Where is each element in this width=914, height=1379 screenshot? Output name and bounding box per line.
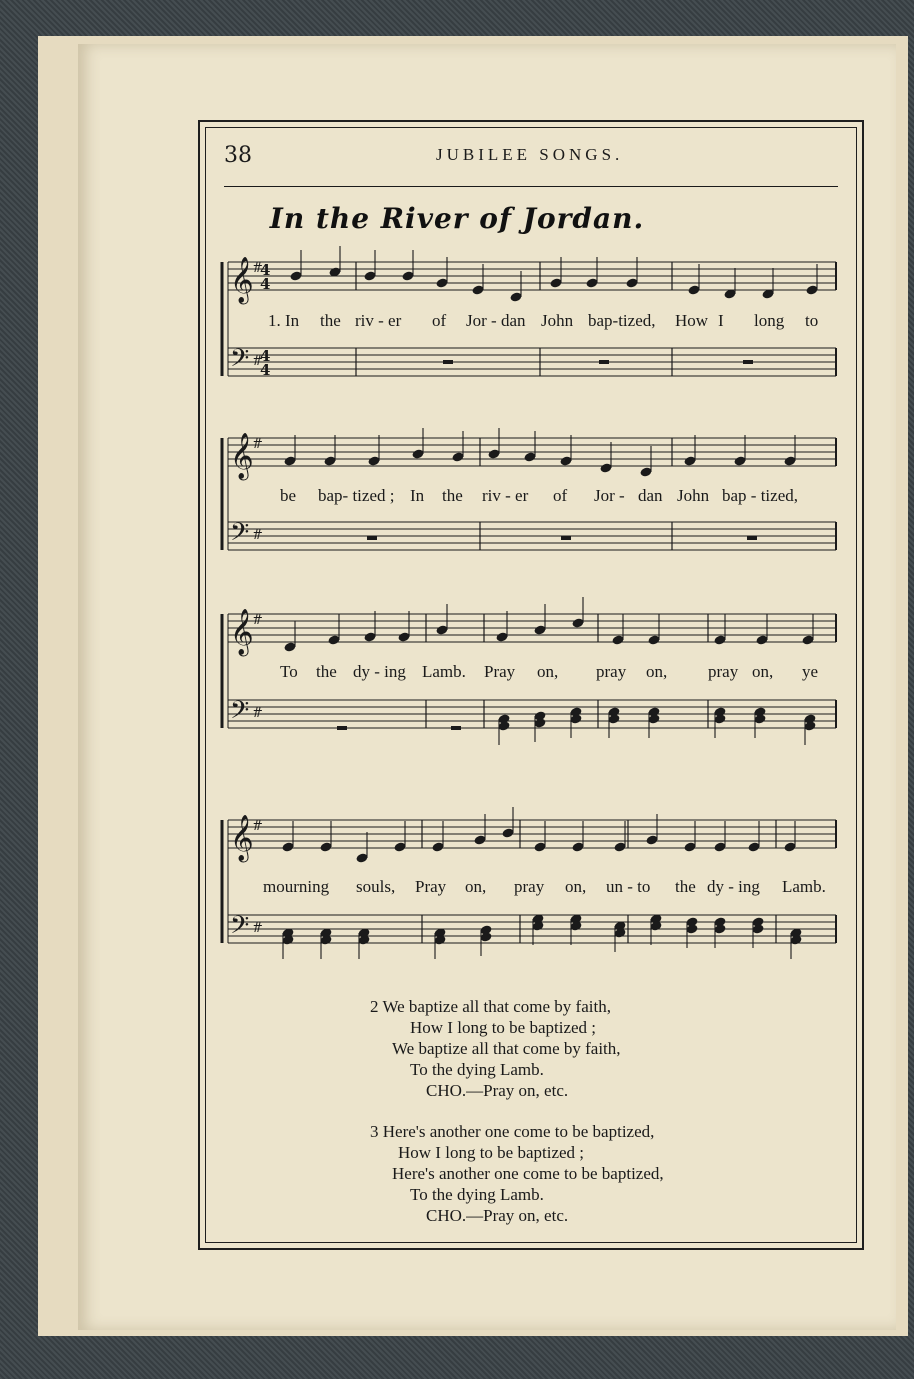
treble-clef-icon: 𝄞 (230, 257, 254, 303)
verse-line: To the dying Lamb. (410, 1185, 544, 1204)
lyric-word: Pray (415, 877, 447, 896)
whole-rest-icon (747, 536, 757, 540)
sharp-icon: # (252, 261, 263, 276)
lyric-word: bap-tized, (588, 311, 656, 330)
bass-clef-icon: 𝄢 (230, 696, 250, 731)
treble-clef-icon: 𝄞 (230, 609, 254, 655)
sharp-icon: # (252, 354, 263, 369)
bass-clef-icon: 𝄢 (230, 518, 250, 553)
lyric-word: In (410, 486, 425, 505)
lyric-word: of (553, 486, 568, 505)
lyric-word: on, (465, 877, 487, 896)
sharp-icon: # (252, 921, 263, 936)
lyric-word: mourning (263, 877, 330, 896)
whole-rest-icon (367, 536, 377, 540)
running-head: JUBILEE SONGS. (436, 145, 624, 164)
verse-line: 3 Here's another one come to be baptized, (370, 1122, 655, 1141)
lyric-word: Jor - dan (466, 311, 526, 330)
sharp-icon: # (252, 706, 263, 721)
verse-line: Here's another one come to be baptized, (392, 1164, 664, 1183)
lyric-word: be (280, 486, 297, 505)
whole-rest-icon (443, 360, 453, 364)
lyric-word: Lamb. (422, 662, 466, 681)
lyric-word: un - to (606, 877, 651, 896)
verse-line: To the dying Lamb. (410, 1060, 544, 1079)
verses-block (370, 996, 664, 1226)
time-signature: 4 (260, 347, 271, 365)
lyric-word: I (718, 311, 724, 330)
lyric-word: the (316, 662, 337, 681)
lyric-word: pray (596, 662, 627, 681)
treble-clef-icon: 𝄞 (230, 433, 254, 479)
whole-rest-icon (561, 536, 571, 540)
sharp-icon: # (252, 613, 263, 628)
lyric-word: dy - ing (353, 662, 406, 681)
verse-line: How I long to be baptized ; (398, 1143, 585, 1162)
lyric-word: Pray (484, 662, 516, 681)
lyric-word: of (432, 311, 447, 330)
lyric-word: riv - er (482, 486, 529, 505)
bass-clef-icon: 𝄢 (230, 911, 250, 946)
verse-line: How I long to be baptized ; (410, 1018, 597, 1037)
lyric-word: souls, (356, 877, 396, 896)
verse-line: CHO.—Pray on, etc. (426, 1081, 569, 1100)
verse-line: 2 We baptize all that come by faith, (370, 997, 611, 1016)
lyric-word: on, (646, 662, 668, 681)
lyric-word: the (320, 311, 341, 330)
sharp-icon: # (252, 528, 263, 543)
verse-line: We baptize all that come by faith, (392, 1039, 621, 1058)
song-title: In the River of Jordan. (269, 202, 645, 235)
lyric-word: to (805, 311, 819, 330)
whole-rest-icon (743, 360, 753, 364)
time-signature: 4 (260, 275, 271, 293)
page-number: 38 (224, 143, 252, 168)
sharp-icon: # (252, 437, 263, 452)
whole-rest-icon (337, 726, 347, 730)
whole-rest-icon (451, 726, 461, 730)
lyric-word: bap - tized, (722, 486, 798, 505)
verse-3 (370, 1121, 664, 1226)
lyric-word: ye (802, 662, 819, 681)
lyric-word: long (754, 311, 785, 330)
lyric-word: riv - er (355, 311, 402, 330)
lyric-word: Lamb. (782, 877, 826, 896)
lyric-word: on, (537, 662, 559, 681)
lyric-word: dan (638, 486, 663, 505)
lyric-word: John (677, 486, 710, 505)
verse-2 (370, 996, 664, 1101)
time-signature: 4 (260, 361, 271, 379)
lyric-word: How (675, 311, 709, 330)
lyric-word: the (442, 486, 463, 505)
whole-rest-icon (599, 360, 609, 364)
bass-clef-icon: 𝄢 (230, 344, 250, 379)
lyric-word: John (541, 311, 574, 330)
lyric-word: on, (752, 662, 774, 681)
treble-clef-icon: 𝄞 (230, 815, 254, 861)
lyric-word: To (280, 662, 298, 681)
lyric-word: on, (565, 877, 587, 896)
lyric-word: bap- tized ; (318, 486, 395, 505)
time-signature: 4 (260, 261, 271, 279)
lyric-word: pray (514, 877, 545, 896)
lyric-word: the (675, 877, 696, 896)
lyric-word: 1. In (268, 311, 300, 330)
sharp-icon: # (252, 819, 263, 834)
lyric-word: dy - ing (707, 877, 760, 896)
verse-line: CHO.—Pray on, etc. (426, 1206, 569, 1225)
lyric-word: pray (708, 662, 739, 681)
lyric-word: Jor - (594, 486, 625, 505)
